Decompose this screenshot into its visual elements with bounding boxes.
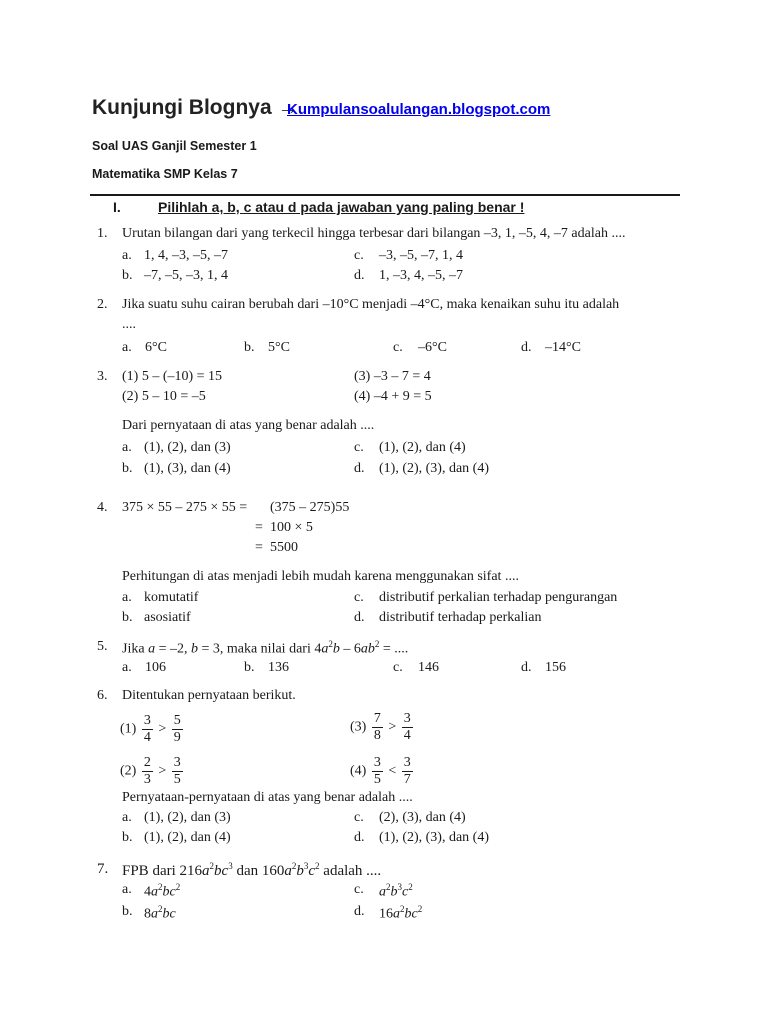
q5-text: Jika a = –2, b = 3, maka nilai dari $4a^2b - 6ab^2$ = .... bbox=[122, 639, 409, 657]
q6-option-d: (1), (2), (3), dan (4) bbox=[379, 830, 490, 845]
subject-title: Matematika SMP Kelas 7 bbox=[92, 167, 238, 181]
q3-question: Dari pernyataan di atas yang benar adalah .... bbox=[122, 418, 375, 433]
q1-option-b: –7, –5, –3, 1, 4 bbox=[144, 268, 228, 283]
q4-eq-3: = bbox=[255, 540, 263, 555]
q6-option-a-letter: a. bbox=[122, 810, 132, 825]
section-number: I. bbox=[113, 199, 121, 215]
q3-option-a: (1), (2), dan (3) bbox=[144, 440, 231, 455]
q1-option-a-letter: a. bbox=[122, 248, 132, 263]
blog-label: Kunjungi Blognya → bbox=[92, 96, 299, 119]
q3-number: 3. bbox=[97, 369, 108, 384]
q2-option-d-letter: d. bbox=[521, 340, 532, 355]
q7-option-b-letter: b. bbox=[122, 904, 133, 919]
q3-option-b: (1), (3), dan (4) bbox=[144, 461, 231, 476]
q1-option-d-letter: d. bbox=[354, 268, 365, 283]
q5-option-c-letter: c. bbox=[393, 660, 403, 675]
q4-eq-2: = bbox=[255, 520, 263, 535]
q7-option-a-letter: a. bbox=[122, 882, 132, 897]
q7-option-a: $4a^2bc^2$ bbox=[144, 882, 181, 900]
q5-option-d: 156 bbox=[545, 660, 566, 675]
q5-option-b: 136 bbox=[268, 660, 289, 675]
q6-option-c-letter: c. bbox=[354, 810, 364, 825]
q7-text: FPB dari $216a^2bc^3$ dan $160a^2b^3c^2$ adalah .... bbox=[122, 861, 382, 879]
q4-option-c: distributif perkalian terhadap pengurangan bbox=[379, 590, 618, 605]
q3-statement-2: (2) 5 – 10 = –5 bbox=[122, 389, 206, 404]
q7-option-c: $a^2b^3c^2$ bbox=[379, 882, 413, 900]
q6-option-b-letter: b. bbox=[122, 830, 133, 845]
q6-statement-4: (4) $\frac{3}{5}$ < $\frac{3}{7}$ bbox=[350, 755, 411, 787]
q1-option-d: 1, –3, 4, –5, –7 bbox=[379, 268, 463, 283]
q4-option-a: komutatif bbox=[144, 590, 199, 605]
header-divider bbox=[90, 194, 680, 196]
q2-text: Jika suatu suhu cairan berubah dari –10°C menjadi –4°C, maka kenaikan suhu itu adalah bbox=[122, 297, 620, 312]
q3-statement-4: (4) –4 + 9 = 5 bbox=[354, 389, 432, 404]
q6-option-d-letter: d. bbox=[354, 830, 365, 845]
q4-option-c-letter: c. bbox=[354, 590, 364, 605]
q4-question: Perhitungan di atas menjadi lebih mudah karena menggunakan sifat .... bbox=[122, 569, 519, 584]
exam-title: Soal UAS Ganjil Semester 1 bbox=[92, 139, 257, 153]
q2-option-a: 6°C bbox=[145, 340, 167, 355]
q5-option-c: 146 bbox=[418, 660, 439, 675]
q2-option-b: 5°C bbox=[268, 340, 290, 355]
q2-option-d: –14°C bbox=[545, 340, 581, 355]
q1-text: Urutan bilangan dari yang terkecil hingga terbesar dari bilangan –3, 1, –5, 4, –7 adalah .... bbox=[122, 226, 626, 241]
section-instruction: Pilihlah a, b, c atau d pada jawaban yang paling benar ! bbox=[158, 199, 525, 215]
blog-link[interactable]: Kumpulansoalulangan.blogspot.com bbox=[287, 101, 551, 118]
q2-number: 2. bbox=[97, 297, 108, 312]
q6-option-b: (1), (2), dan (4) bbox=[144, 830, 231, 845]
q7-option-c-letter: c. bbox=[354, 882, 364, 897]
q5-option-d-letter: d. bbox=[521, 660, 532, 675]
q3-option-d: (1), (2), (3), dan (4) bbox=[379, 461, 490, 476]
q2-text-cont: .... bbox=[122, 317, 136, 332]
q2-option-b-letter: b. bbox=[244, 340, 255, 355]
q2-option-a-letter: a. bbox=[122, 340, 132, 355]
q4-option-b-letter: b. bbox=[122, 610, 133, 625]
q7-number: 7. bbox=[97, 861, 109, 877]
q2-option-c-letter: c. bbox=[393, 340, 403, 355]
q4-result-3: 5500 bbox=[270, 540, 298, 555]
q6-option-c: (2), (3), dan (4) bbox=[379, 810, 466, 825]
q1-option-c: –3, –5, –7, 1, 4 bbox=[379, 248, 463, 263]
q4-option-b: asosiatif bbox=[144, 610, 191, 625]
q3-option-a-letter: a. bbox=[122, 440, 132, 455]
q4-option-d: distributif terhadap perkalian bbox=[379, 610, 542, 625]
q5-option-a-letter: a. bbox=[122, 660, 132, 675]
q3-option-c: (1), (2), dan (4) bbox=[379, 440, 466, 455]
q4-result-1: (375 – 275)55 bbox=[270, 500, 350, 515]
q3-option-b-letter: b. bbox=[122, 461, 133, 476]
q6-statement-2: (2) $\frac{2}{3}$ > $\frac{3}{5}$ bbox=[120, 755, 181, 787]
q7-option-b: $8a^2bc$ bbox=[144, 904, 176, 922]
q4-option-a-letter: a. bbox=[122, 590, 132, 605]
q3-statement-3: (3) –3 – 7 = 4 bbox=[354, 369, 431, 384]
q3-option-c-letter: c. bbox=[354, 440, 364, 455]
q1-number: 1. bbox=[97, 226, 108, 241]
q6-text: Ditentukan pernyataan berikut. bbox=[122, 688, 296, 703]
q3-option-d-letter: d. bbox=[354, 461, 365, 476]
q6-statement-1: (1) $\frac{3}{4}$ > $\frac{5}{9}$ bbox=[120, 713, 181, 745]
q6-option-a: (1), (2), dan (3) bbox=[144, 810, 231, 825]
q4-option-d-letter: d. bbox=[354, 610, 365, 625]
q1-option-b-letter: b. bbox=[122, 268, 133, 283]
q6-statement-3: (3) $\frac{7}{8}$ > $\frac{3}{4}$ bbox=[350, 711, 411, 743]
q7-option-d: $16a^2bc^2$ bbox=[379, 904, 423, 922]
q4-number: 4. bbox=[97, 500, 108, 515]
q3-statement-1: (1) 5 – (–10) = 15 bbox=[122, 369, 223, 384]
q6-number: 6. bbox=[97, 688, 108, 703]
q4-result-2: 100 × 5 bbox=[270, 520, 313, 535]
q6-question: Pernyataan-pernyataan di atas yang benar adalah .... bbox=[122, 790, 413, 805]
q4-lhs: 375 × 55 – 275 × 55 = bbox=[122, 500, 248, 515]
q1-option-a: 1, 4, –3, –5, –7 bbox=[144, 248, 228, 263]
q1-option-c-letter: c. bbox=[354, 248, 364, 263]
q5-option-b-letter: b. bbox=[244, 660, 255, 675]
q2-option-c: –6°C bbox=[418, 340, 447, 355]
q5-option-a: 106 bbox=[145, 660, 166, 675]
q7-option-d-letter: d. bbox=[354, 904, 365, 919]
q5-number: 5. bbox=[97, 639, 108, 654]
